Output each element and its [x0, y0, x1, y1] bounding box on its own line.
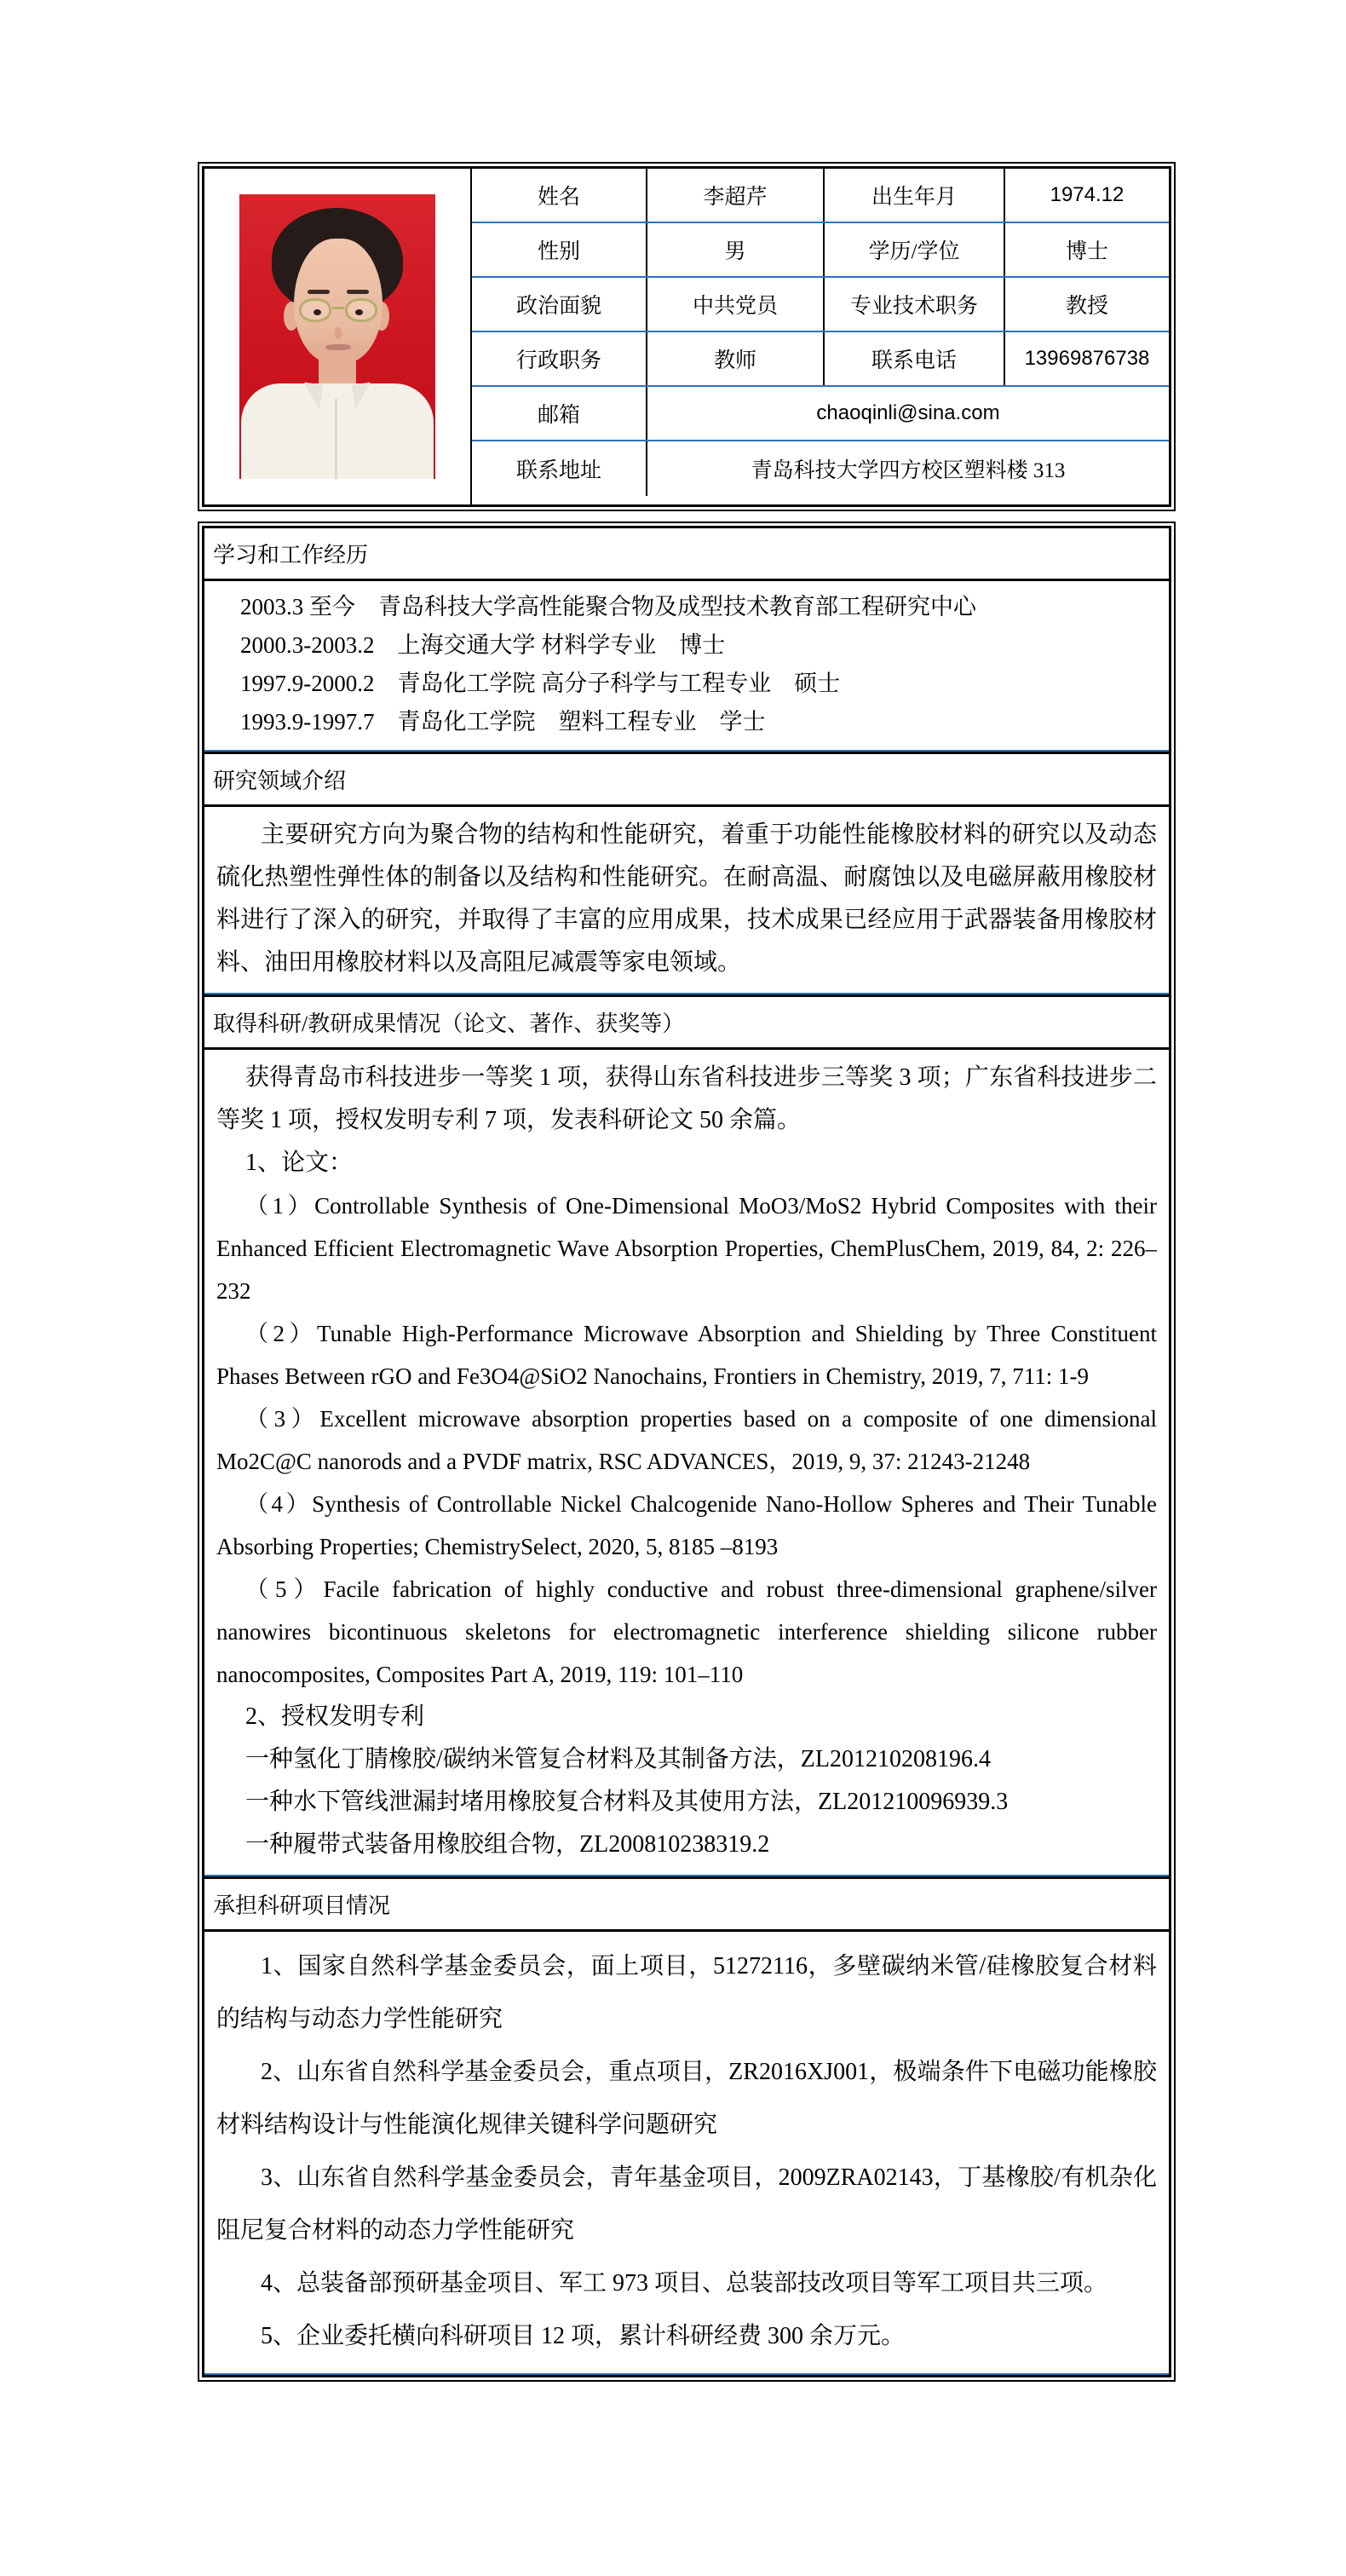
field-value-title: 教授 [1065, 295, 1108, 318]
info-row-4 [472, 332, 1169, 387]
achievements-summary: 获得青岛市科技进步一等奖 1 项，获得山东省科技进步三等奖 3 项；广东省科技进步二等奖 1 项，授权发明专利 7 项，发表科研论文 50 余篇。 [216, 1064, 1157, 1133]
photo-glasses-bridge [332, 307, 344, 309]
info-row-2 [472, 223, 1169, 278]
section-header-achievements: 取得科研/教研成果情况（论文、著作、获奖等） [204, 994, 1169, 1050]
field-label-email: 邮箱 [472, 387, 647, 440]
photo-mouth [325, 344, 351, 350]
field-label-birth: 出生年月 [825, 169, 1005, 222]
photo-nose [335, 327, 342, 339]
field-value-degree: 博士 [1065, 240, 1108, 263]
project-item: 1、国家自然科学基金委员会，面上项目，51272116，多壁碳纳米管/硅橡胶复合材料的结构与动态力学性能研究 [216, 1953, 1157, 2032]
photo-eyebrow-right [347, 290, 369, 294]
project-item: 3、山东省自然科学基金委员会，青年基金项目，2009ZRA02143，丁基橡胶/有机杂化阻尼复合材料的动态力学性能研究 [216, 2164, 1157, 2244]
field-label-phone: 联系电话 [825, 332, 1005, 385]
section-content-projects [204, 1932, 1169, 2375]
field-label-degree: 学历/学位 [825, 223, 1005, 276]
photo-eye-left [313, 309, 321, 315]
paper-item: （2）Tunable High-Performance Microwave Absorption and Shielding by Three Constituent Phases Between rGO and Fe3O4@SiO2 Nanochains, Frontiers in Chemistry, 2019, 7, 711: 1-9 [216, 1321, 1157, 1389]
photo-collar-right [352, 383, 374, 411]
field-label-address: 联系地址 [472, 441, 647, 496]
resume-body-table [198, 522, 1176, 2382]
papers-label: 1、论文： [245, 1150, 354, 1176]
id-photo [239, 194, 435, 479]
patents-label: 2、授权发明专利 [245, 1703, 425, 1730]
info-row-address [472, 441, 1169, 496]
photo-collar-left [301, 383, 323, 411]
photo-face [294, 239, 383, 363]
info-grid [472, 169, 1169, 504]
field-value-birth: 1974.12 [1050, 183, 1125, 206]
resume-body-table-inner [202, 526, 1171, 2377]
photo-glasses [299, 298, 377, 324]
field-value-address: 青岛科技大学四方校区塑料楼 313 [751, 459, 1066, 482]
section-content-research [204, 807, 1169, 994]
education-item: 2003.3 至今 青岛科技大学高性能聚合物及成型技术教育部工程研究中心 [240, 594, 976, 620]
education-item: 1993.9-1997.7 青岛化工学院 塑料工程专业 学士 [240, 709, 766, 735]
paper-item: （3）Excellent microwave absorption properties based on a composite of one dimensional Mo2C@C nanorods and a PVDF matrix, RSC ADVANCES，2019, 9, 37: 21243-21248 [216, 1406, 1157, 1474]
patent-item: 一种氢化丁腈橡胶/碳纳米管复合材料及其制备方法，ZL201210208196.4 [245, 1746, 991, 1772]
field-value-name: 李超芹 [647, 169, 825, 222]
project-item: 4、总装备部预研基金项目、军工 973 项目、总装部技改项目等军工项目共三项。 [261, 2270, 1108, 2297]
photo-eyebrow-left [308, 290, 330, 294]
section-header-projects: 承担科研项目情况 [204, 1876, 1169, 1932]
photo-eye-right [355, 309, 363, 315]
field-value-phone: 13969876738 [1024, 347, 1150, 370]
field-label-name: 姓名 [472, 169, 647, 222]
field-label-title: 专业技术职务 [825, 278, 1005, 331]
project-item: 5、企业委托横向科研项目 12 项，累计科研经费 300 余万元。 [261, 2323, 906, 2349]
section-header-research: 研究领域介绍 [204, 752, 1169, 807]
field-value-position: 教师 [647, 332, 825, 385]
education-item: 1997.9-2000.2 青岛化工学院 高分子科学与工程专业 硕士 [240, 671, 841, 696]
paper-item: （5）Facile fabrication of highly conductive and robust three-dimensional graphene/silver nanowires bicontinuous skeletons for electromagnetic interference shielding silicone rubber nanocomposites, Composites Part A, 2019, 119: 101–110 [216, 1576, 1157, 1687]
field-value-gender: 男 [647, 223, 825, 276]
paper-item: （4）Synthesis of Controllable Nickel Chalcogenide Nano-Hollow Spheres and Their Tunable Absorbing Properties; ChemistrySelect, 2020, 5, 8185 –8193 [216, 1491, 1157, 1559]
info-row-3 [472, 278, 1169, 332]
field-label-political: 政治面貌 [472, 278, 647, 331]
paper-item: （1）Controllable Synthesis of One-Dimensional MoO3/MoS2 Hybrid Composites with their Enhanced Efficient Electromagnetic Wave Absorption Properties, ChemPlusChem, 2019, 84, 2: 226–232 [216, 1193, 1157, 1304]
patent-item: 一种水下管线泄漏封堵用橡胶复合材料及其使用方法，ZL201210096939.3 [245, 1789, 1009, 1815]
project-item: 2、山东省自然科学基金委员会，重点项目，ZR2016XJ001，极端条件下电磁功能橡胶材料结构设计与性能演化规律关键科学问题研究 [216, 2059, 1157, 2138]
info-row-email [472, 387, 1169, 441]
section-content-achievements [204, 1050, 1169, 1876]
photo-lens-left [299, 298, 331, 322]
field-label-gender: 性别 [472, 223, 647, 276]
field-label-position: 行政职务 [472, 332, 647, 385]
personal-info-table-inner [202, 166, 1171, 507]
research-paragraph: 主要研究方向为聚合物的结构和性能研究，着重于功能性能橡胶材料的研究以及动态硫化热塑性弹性体的制备以及结构和性能研究。在耐高温、耐腐蚀以及电磁屏蔽用橡胶材料进行了深入的研究，并取得了丰富的应用成果，技术成果已经应用于武器装备用橡胶材料、油田用橡胶材料以及高阻尼减震等家电领域。 [216, 821, 1157, 976]
photo-lens-right [345, 298, 377, 322]
education-item: 2000.3-2003.2 上海交通大学 材料学专业 博士 [240, 632, 726, 658]
field-value-email: chaoqinli@sina.com [816, 401, 1000, 424]
section-content-experience [204, 581, 1169, 752]
photo-shirt [241, 383, 434, 479]
personal-info-table [198, 162, 1176, 511]
photo-shirt-placket [335, 399, 337, 479]
field-value-political: 中共党员 [647, 278, 825, 331]
photo-cell [204, 169, 472, 504]
info-row-1 [472, 169, 1169, 223]
section-header-experience: 学习和工作经历 [204, 528, 1169, 581]
patent-item: 一种履带式装备用橡胶组合物，ZL200810238319.2 [245, 1831, 770, 1858]
